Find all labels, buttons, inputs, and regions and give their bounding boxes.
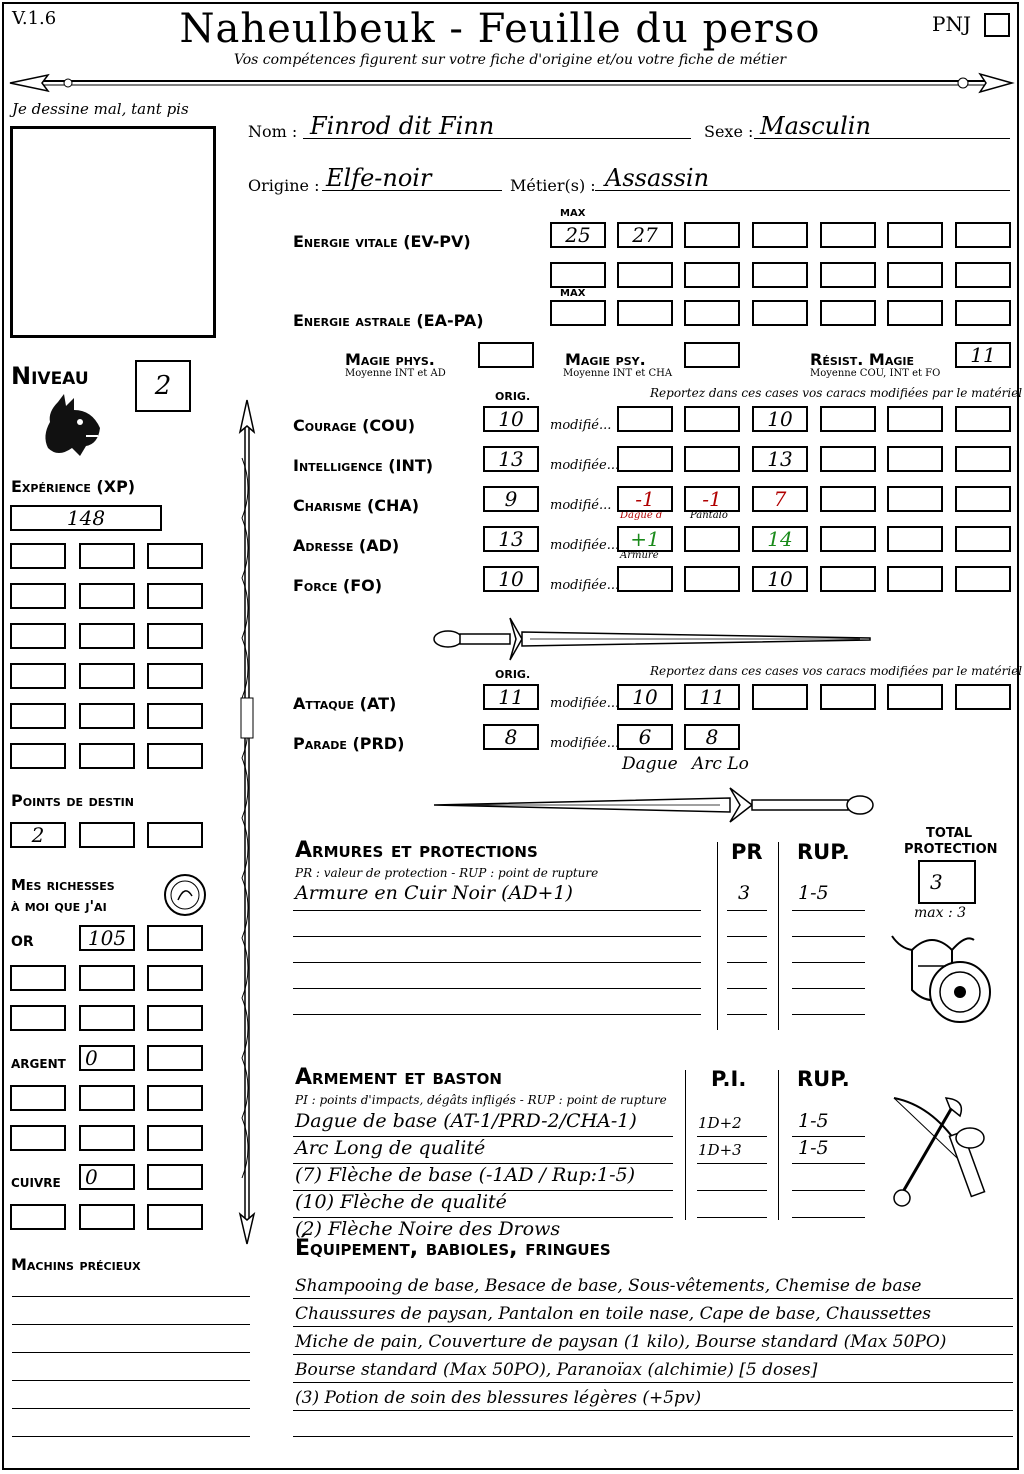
armor-rup-line[interactable]	[792, 1014, 865, 1015]
stat-mod-box[interactable]	[887, 406, 943, 432]
sheet-title: Naheulbeuk - Feuille du perso	[179, 6, 821, 52]
ea-box[interactable]	[752, 300, 808, 326]
weapons-rup-header: RUP.	[797, 1067, 850, 1091]
stat-mod-box[interactable]	[820, 446, 876, 472]
armor-sub: PR : valeur de protection - RUP : point de rupture	[295, 866, 599, 880]
stat-mod-box[interactable]	[955, 486, 1011, 512]
combat-orig-label: ORIG.	[495, 668, 531, 681]
weapon-rup-line[interactable]	[792, 1136, 865, 1137]
precious-line[interactable]	[12, 1352, 250, 1353]
stat-mod-box[interactable]: 10	[752, 566, 808, 592]
weapon-line[interactable]	[293, 1163, 673, 1164]
weapons-divider	[685, 1070, 686, 1220]
argent-box[interactable]	[79, 1125, 135, 1151]
equipment-line-text[interactable]: Chaussures de paysan, Pantalon en toile nase, Cape de base, Chaussettes	[295, 1304, 932, 1324]
stat-mod-box[interactable]	[820, 486, 876, 512]
vertical-spear-icon	[232, 398, 262, 1248]
weapon-pi-line[interactable]	[697, 1163, 767, 1164]
equipment-line-text[interactable]: Miche de pain, Couverture de paysan (1 kilo), Bourse standard (Max 50PO)	[295, 1332, 947, 1352]
armor-rup-header: RUP.	[797, 840, 850, 864]
or-label: OR	[11, 934, 34, 950]
ev-box[interactable]	[820, 262, 876, 288]
cuivre-label: CUIVRE	[11, 1176, 61, 1190]
total-protection-label-1: TOTAL	[926, 826, 973, 841]
stat-orig-box[interactable]: 13	[483, 446, 539, 472]
ea-box[interactable]	[617, 300, 673, 326]
argent-box[interactable]	[10, 1085, 66, 1111]
stat-modif-label: modifiée...	[550, 578, 620, 593]
equipment-line[interactable]	[293, 1436, 1013, 1437]
stat-modif-label: modifiée...	[550, 538, 620, 553]
weapon-item-name[interactable]: Arc Long de qualité	[295, 1137, 486, 1159]
argent-box[interactable]: 0	[79, 1045, 135, 1071]
richesses-label-2: à moi que j'ai	[11, 897, 107, 915]
ev-box[interactable]	[684, 262, 740, 288]
portrait-frame[interactable]	[10, 126, 216, 338]
equipment-line[interactable]	[293, 1326, 1013, 1327]
destin-box[interactable]	[147, 822, 203, 848]
ea-box[interactable]	[887, 300, 943, 326]
stat-mod-box[interactable]	[684, 406, 740, 432]
stat-modif-label: modifié...	[550, 498, 612, 513]
or-box[interactable]	[147, 925, 203, 951]
armor-line[interactable]	[293, 988, 701, 989]
precious-line[interactable]	[12, 1436, 250, 1437]
stat-mod-box[interactable]: 14	[752, 526, 808, 552]
weapon-item-rup[interactable]: 1-5	[798, 1110, 829, 1132]
weapon-item-rup[interactable]: 1-5	[798, 1137, 829, 1159]
parade-mod-box[interactable]: 8	[684, 724, 740, 750]
stat-mod-box[interactable]	[617, 566, 673, 592]
stat-orig-box[interactable]: 9	[483, 486, 539, 512]
or-box[interactable]	[147, 965, 203, 991]
cuivre-box[interactable]	[10, 1204, 66, 1230]
stat-mod-box[interactable]	[955, 566, 1011, 592]
destin-box[interactable]	[79, 822, 135, 848]
nom-value[interactable]: Finrod dit Finn	[310, 112, 495, 140]
weapon-item-name[interactable]: (10) Flèche de qualité	[295, 1191, 507, 1213]
stats-report-note: Reportez dans ces cases vos caracs modifiées par le matériel	[650, 386, 1023, 400]
xp-grid-box[interactable]	[147, 703, 203, 729]
ea-label: Energie astrale (EA-PA)	[293, 311, 484, 330]
stat-mod-box[interactable]	[820, 566, 876, 592]
attaque-label: Attaque (AT)	[293, 694, 397, 713]
stat-label: Charisme (CHA)	[293, 496, 420, 515]
weapon-line[interactable]	[293, 1136, 673, 1137]
xp-grid-box[interactable]	[79, 583, 135, 609]
ev-current-box[interactable]: 27	[617, 222, 673, 248]
armor-item-name[interactable]: Armure en Cuir Noir (AD+1)	[295, 882, 573, 904]
resist-magie-sub: Moyenne COU, INT et FO	[810, 368, 941, 379]
cuivre-box[interactable]	[147, 1164, 203, 1190]
armor-line[interactable]	[293, 936, 701, 937]
equipment-line[interactable]	[293, 1410, 1013, 1411]
cha-note-dague: Dague d	[620, 510, 663, 521]
armor-pr-line[interactable]	[727, 1014, 767, 1015]
stat-label: Intelligence (INT)	[293, 456, 434, 475]
xp-label: Expérience (XP)	[11, 477, 136, 496]
destin-box[interactable]: 2	[10, 822, 66, 848]
ev-box[interactable]	[955, 262, 1011, 288]
or-box[interactable]	[10, 965, 66, 991]
armor-divider	[717, 842, 718, 1030]
parade-modif-label: modifiée...	[550, 736, 620, 751]
spear-divider-icon	[8, 68, 1016, 98]
crossed-weapons-icon	[884, 1094, 994, 1214]
xp-grid-box[interactable]	[79, 623, 135, 649]
equipment-line-text[interactable]: Shampooing de base, Besace de base, Sous-vêtements, Chemise de base	[295, 1276, 922, 1296]
ev-box[interactable]	[820, 222, 876, 248]
precious-line[interactable]	[12, 1324, 250, 1325]
stat-mod-box[interactable]	[955, 526, 1011, 552]
or-box[interactable]	[79, 965, 135, 991]
resist-magie-box[interactable]: 11	[955, 342, 1011, 368]
weapons-divider	[778, 1070, 779, 1220]
armor-rup-line[interactable]	[792, 910, 865, 911]
argent-label: ARGENT	[11, 1057, 66, 1071]
cuivre-box[interactable]: 0	[79, 1164, 135, 1190]
stat-modif-label: modifié...	[550, 418, 612, 433]
sword-icon	[430, 782, 880, 828]
xp-grid-box[interactable]	[10, 543, 66, 569]
stat-mod-box[interactable]	[617, 406, 673, 432]
weapon-pi-line[interactable]	[697, 1217, 767, 1218]
or-box[interactable]: 105	[79, 925, 135, 951]
metier-label: Métier(s) :	[510, 176, 596, 195]
weapon-rup-line[interactable]	[792, 1190, 865, 1191]
niveau-label: Niveau	[11, 362, 89, 390]
xp-grid-box[interactable]	[147, 623, 203, 649]
xp-grid-box[interactable]	[10, 663, 66, 689]
stat-mod-box[interactable]	[617, 446, 673, 472]
ea-box[interactable]	[955, 300, 1011, 326]
weapon-item-name[interactable]: Dague de base (AT-1/PRD-2/CHA-1)	[295, 1110, 637, 1132]
xp-grid-box[interactable]	[147, 663, 203, 689]
armor-divider	[778, 842, 779, 1030]
armor-pr-line[interactable]	[727, 962, 767, 963]
armor-pr-line[interactable]	[727, 936, 767, 937]
argent-box[interactable]	[147, 1045, 203, 1071]
stat-mod-box[interactable]	[684, 566, 740, 592]
parade-orig-box[interactable]: 8	[483, 724, 539, 750]
armor-item-rup[interactable]: 1-5	[798, 882, 829, 904]
stat-label: Adresse (AD)	[293, 536, 400, 555]
stat-mod-box[interactable]	[887, 446, 943, 472]
xp-grid-box[interactable]	[79, 743, 135, 769]
magie-psy-box[interactable]	[684, 342, 740, 368]
parade-label: Parade (PRD)	[293, 734, 405, 753]
machins-precieux-label: Machins précieux	[11, 1255, 141, 1274]
combat-report-note: Reportez dans ces cases vos caracs modifiées par le matériel	[650, 664, 1023, 678]
parade-mod-box[interactable]: 6	[617, 724, 673, 750]
attaque-mod-box[interactable]	[752, 684, 808, 710]
weapon-item-name[interactable]: (2) Flèche Noire des Drows	[295, 1218, 561, 1240]
xp-grid-box[interactable]	[147, 743, 203, 769]
weapon-line[interactable]	[293, 1190, 673, 1191]
or-box[interactable]	[10, 1005, 66, 1031]
stat-mod-box[interactable]	[820, 526, 876, 552]
magie-phys-label: Magie phys.	[345, 350, 435, 369]
weapon-item-name[interactable]: (7) Flèche de base (-1AD / Rup:1-5)	[295, 1164, 636, 1186]
equipment-line-text[interactable]: (3) Potion de soin des blessures légères (+5pv)	[295, 1388, 702, 1408]
equipment-line[interactable]	[293, 1298, 1013, 1299]
ev-box[interactable]	[617, 262, 673, 288]
attaque-modif-label: modifiée...	[550, 696, 620, 711]
stat-mod-box[interactable]: 13	[752, 446, 808, 472]
weapon-note-dague: Dague	[622, 754, 678, 774]
xp-grid-box[interactable]	[10, 623, 66, 649]
attaque-mod-box[interactable]: 11	[684, 684, 740, 710]
weapon-pi-line[interactable]	[697, 1136, 767, 1137]
ev-box[interactable]	[887, 262, 943, 288]
weapon-rup-line[interactable]	[792, 1217, 865, 1218]
equipment-title: Équipement, babioles, fringues	[295, 1236, 617, 1261]
total-protection-box[interactable]: 3	[918, 860, 976, 904]
stats-orig-label: ORIG.	[495, 390, 531, 403]
stat-mod-box[interactable]	[820, 406, 876, 432]
argent-box[interactable]	[147, 1085, 203, 1111]
ev-box[interactable]	[887, 222, 943, 248]
magie-psy-sub: Moyenne INT et CHA	[563, 368, 673, 379]
magie-phys-sub: Moyenne INT et AD	[345, 368, 446, 379]
armor-pr-line[interactable]	[727, 988, 767, 989]
total-protection-label-2: PROTECTION	[904, 842, 998, 857]
sexe-label: Sexe :	[704, 122, 754, 141]
attaque-mod-box[interactable]: 10	[617, 684, 673, 710]
equipment-line[interactable]	[293, 1354, 1013, 1355]
niveau-box[interactable]: 2	[135, 360, 191, 412]
stat-mod-box[interactable]	[955, 446, 1011, 472]
sheet-subtitle: Vos compétences figurent sur votre fiche d'origine et/ou votre fiche de métier	[233, 52, 787, 68]
weapon-pi-line[interactable]	[697, 1190, 767, 1191]
armor-rup-line[interactable]	[792, 936, 865, 937]
sexe-value[interactable]: Masculin	[760, 112, 871, 140]
xp-grid-box[interactable]	[10, 743, 66, 769]
ev-box[interactable]	[955, 222, 1011, 248]
armor-rup-line[interactable]	[792, 988, 865, 989]
stat-orig-box[interactable]: 10	[483, 566, 539, 592]
ev-max-label: MAX	[560, 208, 586, 219]
attaque-orig-box[interactable]: 11	[483, 684, 539, 710]
magie-phys-box[interactable]	[478, 342, 534, 368]
or-box[interactable]	[147, 1005, 203, 1031]
sword-icon	[430, 614, 880, 664]
stat-orig-box[interactable]: 13	[483, 526, 539, 552]
or-box[interactable]	[79, 1005, 135, 1031]
xp-grid-box[interactable]	[147, 583, 203, 609]
attaque-mod-box[interactable]	[887, 684, 943, 710]
stat-mod-box[interactable]	[887, 566, 943, 592]
weapon-item-pi[interactable]: 1D+3	[698, 1141, 742, 1159]
richesses-label-1: Mes richesses	[11, 876, 115, 894]
ea-box[interactable]	[820, 300, 876, 326]
stat-mod-box[interactable]: +1	[617, 526, 673, 552]
attaque-mod-box[interactable]	[820, 684, 876, 710]
armor-pr-line[interactable]	[727, 910, 767, 911]
xp-grid-box[interactable]	[147, 543, 203, 569]
stat-orig-box[interactable]: 10	[483, 406, 539, 432]
weapons-pi-header: P.I.	[711, 1067, 747, 1091]
stat-modif-label: modifiée...	[550, 458, 620, 473]
ev-max-box[interactable]: 25	[550, 222, 606, 248]
ea-max-box[interactable]	[550, 300, 606, 326]
equipment-line[interactable]	[293, 1382, 1013, 1383]
attaque-mod-box[interactable]	[955, 684, 1011, 710]
stat-mod-box[interactable]: -1	[617, 486, 673, 512]
argent-box[interactable]	[147, 1125, 203, 1151]
xp-grid-box[interactable]	[10, 703, 66, 729]
stat-mod-box[interactable]	[955, 406, 1011, 432]
precious-line[interactable]	[12, 1296, 250, 1297]
max-protection-note: max : 3	[914, 905, 967, 921]
armor-line[interactable]	[293, 910, 701, 911]
ev-box[interactable]	[752, 262, 808, 288]
pnj-checkbox[interactable]	[984, 13, 1010, 37]
xp-box[interactable]: 148	[10, 505, 162, 531]
armor-line[interactable]	[293, 962, 701, 963]
armor-pr-header: PR	[731, 840, 763, 864]
weapon-item-pi[interactable]: 1D+2	[698, 1114, 742, 1132]
ea-box[interactable]	[684, 300, 740, 326]
xp-grid-box[interactable]	[79, 543, 135, 569]
ev-label: Energie vitale (EV-PV)	[293, 232, 471, 251]
argent-box[interactable]	[10, 1125, 66, 1151]
helmet-shield-icon	[888, 926, 998, 1041]
version-label: V.1.6	[12, 8, 57, 29]
argent-box[interactable]	[79, 1085, 135, 1111]
stat-mod-box[interactable]	[887, 486, 943, 512]
pnj-label: PNJ	[932, 12, 971, 36]
stat-label: Courage (COU)	[293, 416, 416, 435]
ad-note-armure: Armure	[620, 550, 659, 561]
weapon-rup-line[interactable]	[792, 1163, 865, 1164]
weapons-sub: PI : points d'impacts, dégâts infligés - RUP : point de rupture	[295, 1093, 667, 1107]
dragon-head-icon	[40, 392, 106, 466]
stat-mod-box[interactable]	[684, 446, 740, 472]
stat-mod-box[interactable]	[887, 526, 943, 552]
armor-line[interactable]	[293, 1014, 701, 1015]
portrait-caption: Je dessine mal, tant pis	[12, 100, 189, 118]
armor-title: Armures et protections	[295, 838, 538, 863]
stat-mod-box[interactable]: 7	[752, 486, 808, 512]
stat-mod-box[interactable]: -1	[684, 486, 740, 512]
precious-line[interactable]	[12, 1408, 250, 1409]
metier-value[interactable]: Assassin	[605, 164, 710, 192]
stat-label: Force (FO)	[293, 576, 383, 595]
xp-grid-box[interactable]	[10, 583, 66, 609]
cuivre-box[interactable]	[79, 1204, 135, 1230]
destin-label: Points de destin	[11, 791, 134, 810]
coin-icon	[162, 872, 208, 918]
stat-mod-box[interactable]: 10	[752, 406, 808, 432]
stat-mod-box[interactable]	[684, 526, 740, 552]
ev-box[interactable]	[550, 262, 606, 288]
nom-label: Nom :	[248, 122, 298, 141]
weapon-line[interactable]	[293, 1217, 673, 1218]
ea-max-label: MAX	[560, 288, 586, 299]
equipment-line-text[interactable]: Bourse standard (Max 50PO), Paranoïax (alchimie) [5 doses]	[295, 1360, 818, 1380]
weapon-note-arc: Arc Lo	[692, 754, 749, 774]
weapons-title: Armement et baston	[295, 1065, 502, 1090]
precious-line[interactable]	[12, 1380, 250, 1381]
armor-rup-line[interactable]	[792, 962, 865, 963]
magie-psy-label: Magie psy.	[565, 350, 646, 369]
origine-value[interactable]: Elfe-noir	[326, 164, 432, 192]
ev-box[interactable]	[752, 222, 808, 248]
ev-box[interactable]	[684, 222, 740, 248]
cuivre-box[interactable]	[147, 1204, 203, 1230]
armor-item-pr[interactable]: 3	[738, 882, 751, 904]
resist-magie-label: Résist. Magie	[810, 350, 914, 369]
xp-grid-box[interactable]	[79, 663, 135, 689]
cha-note-pantalon: Pantalo	[690, 510, 728, 521]
xp-grid-box[interactable]	[79, 703, 135, 729]
origine-label: Origine :	[248, 176, 320, 195]
